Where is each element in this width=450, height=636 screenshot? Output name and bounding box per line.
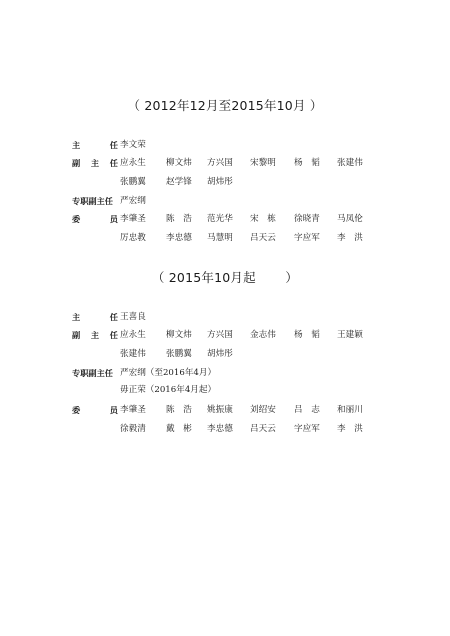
member-name: 宋黎明 xyxy=(250,158,276,168)
section-title: （ 2015年10月起 ） xyxy=(151,270,299,285)
member-name: 严宏纲（至2016年4月） xyxy=(120,368,217,378)
member-name: 张鹏翼 xyxy=(166,349,192,359)
continuation-row xyxy=(0,383,450,397)
member-name: 杨 韬 xyxy=(294,158,320,168)
role-char: 委 xyxy=(72,214,81,224)
member-name: 范光华 xyxy=(207,214,233,224)
member-name: 李 洪 xyxy=(337,424,363,434)
role-label: 专职副主任 xyxy=(72,196,113,206)
member-name: 胡炜彤 xyxy=(207,349,233,359)
role-label xyxy=(72,328,118,342)
member-name: 张鹏翼 xyxy=(120,177,146,187)
continuation-row xyxy=(0,422,450,436)
role-row xyxy=(0,212,450,226)
member-name: 王建颖 xyxy=(337,330,363,340)
role-char: 主 xyxy=(90,158,100,168)
member-name: 姚振康 xyxy=(207,405,233,415)
role-row xyxy=(0,156,450,170)
role-row xyxy=(0,194,450,208)
member-name: 李肇圣 xyxy=(120,214,146,224)
role-char: 副 xyxy=(72,330,81,340)
member-name: 字应军 xyxy=(294,233,320,243)
member-name: 严宏纲 xyxy=(120,196,146,206)
role-char: 任 xyxy=(109,140,118,150)
role-row xyxy=(0,310,450,324)
member-name: 李忠德 xyxy=(166,233,192,243)
member-name: 方兴国 xyxy=(207,158,233,168)
member-name: 柳文炜 xyxy=(166,330,192,340)
continuation-row xyxy=(0,231,450,245)
member-name: 马慧明 xyxy=(207,233,233,243)
member-name: 陈 浩 xyxy=(166,214,192,224)
role-label xyxy=(72,310,118,324)
member-name: 应永生 xyxy=(120,158,146,168)
role-char: 任 xyxy=(109,330,118,340)
role-char: 委 xyxy=(72,405,81,415)
member-name: 张建伟 xyxy=(337,158,363,168)
continuation-row xyxy=(0,175,450,189)
member-name: 杨 韬 xyxy=(294,330,320,340)
member-name: 马凤伦 xyxy=(337,214,363,224)
role-char: 主 xyxy=(72,140,81,150)
member-name: 吕天云 xyxy=(250,424,276,434)
role-row xyxy=(0,403,450,417)
member-name: 和丽川 xyxy=(337,405,363,415)
role-char: 主 xyxy=(72,312,81,322)
member-name: 刘绍安 xyxy=(250,405,276,415)
member-name: 李 洪 xyxy=(337,233,363,243)
role-char: 任 xyxy=(109,158,118,168)
member-name: 陈 浩 xyxy=(166,405,192,415)
member-name: 胡炜彤 xyxy=(207,177,233,187)
member-name: 徐毅清 xyxy=(120,424,146,434)
member-name: 毋正荣（2016年4月起） xyxy=(120,385,217,395)
member-name: 李肇圣 xyxy=(120,405,146,415)
role-row xyxy=(0,366,450,380)
member-name: 金志伟 xyxy=(250,330,276,340)
member-name: 赵学锋 xyxy=(166,177,192,187)
member-name: 字应军 xyxy=(294,424,320,434)
member-name: 王喜良 xyxy=(120,312,146,322)
role-label xyxy=(72,212,118,226)
member-name: 吕天云 xyxy=(250,233,276,243)
role-char: 主 xyxy=(90,330,100,340)
role-label xyxy=(72,156,118,170)
member-name: 宋 栋 xyxy=(250,214,276,224)
role-char: 任 xyxy=(109,312,118,322)
member-name: 戴 彬 xyxy=(166,424,192,434)
member-name: 吕 志 xyxy=(294,405,320,415)
role-row xyxy=(0,328,450,342)
member-name: 柳文炜 xyxy=(166,158,192,168)
member-name: 厉忠教 xyxy=(120,233,146,243)
role-char: 员 xyxy=(109,405,118,415)
role-char: 副 xyxy=(72,158,81,168)
role-label xyxy=(72,138,118,152)
member-name: 应永生 xyxy=(120,330,146,340)
member-name: 徐晓青 xyxy=(294,214,320,224)
role-label: 专职副主任 xyxy=(72,368,113,378)
member-name: 李文荣 xyxy=(120,140,146,150)
continuation-row xyxy=(0,347,450,361)
role-label xyxy=(72,403,118,417)
member-name: 方兴国 xyxy=(207,330,233,340)
member-name: 张建伟 xyxy=(120,349,146,359)
member-name: 李忠德 xyxy=(207,424,233,434)
role-char: 员 xyxy=(109,214,118,224)
role-row xyxy=(0,138,450,152)
section-title: （ 2012年12月至2015年10月 ） xyxy=(127,98,323,113)
